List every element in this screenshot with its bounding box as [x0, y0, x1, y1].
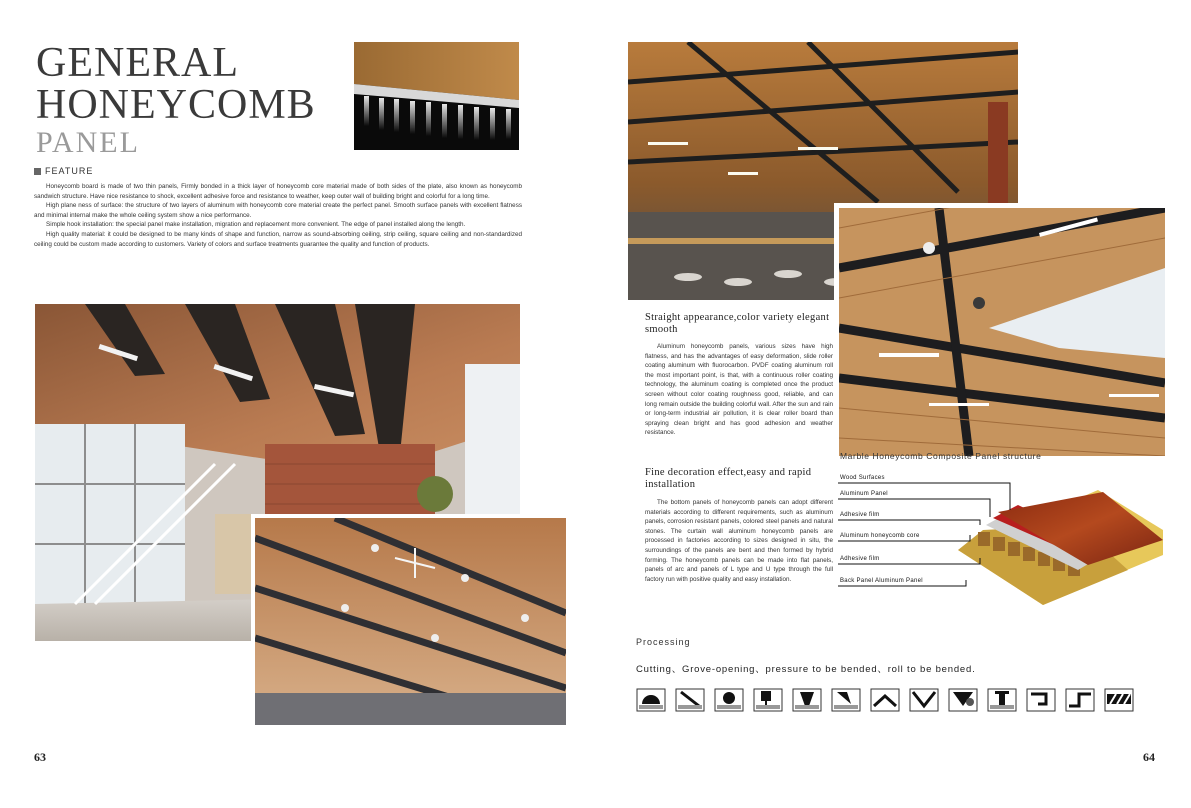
v-fold-icon	[909, 688, 939, 712]
saw-cut-icon	[675, 688, 705, 712]
wood-ceiling-closeup-photo	[834, 203, 1165, 456]
structure-title: Marble Honeycomb Composite Panel structure	[840, 451, 1042, 461]
section1-body	[645, 342, 833, 438]
layer-label: Adhesive film	[840, 556, 880, 562]
layer-label: Back Panel Aluminum Panel	[840, 578, 923, 584]
angle-press-icon	[870, 688, 900, 712]
router-icon	[753, 688, 783, 712]
processing-steps-text: Cutting、Grove-opening、pressure to be bended、roll to be bended.	[636, 664, 976, 675]
section2-title: Fine decoration effect,easy and rapid installation	[645, 467, 812, 490]
title-line-1: GENERAL	[36, 40, 239, 86]
roller-icon	[987, 688, 1017, 712]
processing-heading: Processing	[636, 637, 691, 647]
hall-ceiling-photo	[251, 514, 566, 725]
section1-paragraph: Aluminum honeycomb panels, various sizes have high flatness, and has the advantages of easy deformation, slide roller coating aluminum with fluorocarbon. PVDF coating aluminum roll the most important point, is that, with a continuous roller coating technology, the aluminum coating is completed once the product screen without color coating roughness good, reliable, and can long remain outside the building colorful wall. After the sun and rain or long-term industrial air pollution, it is clear roller board than spraying clean bright and has good adhesion and weather resistance.	[645, 343, 833, 437]
title-line-2: HONEYCOMB	[36, 82, 316, 128]
section1-title: Straight appearance,color variety elegant smooth	[645, 312, 830, 335]
hook-bend-icon	[1026, 688, 1056, 712]
section2-body	[645, 498, 833, 584]
panel-structure-diagram	[838, 470, 1163, 615]
honeycomb-panel-photo	[354, 42, 519, 150]
page-number-left: 63	[34, 750, 46, 764]
section2-paragraph: The bottom panels of honeycomb panels can adopt different materials according to different requirements, such as aluminum panels, corrosion resistant panels, colored steel panels and natural stones. The curtain wall aluminum honeycomb panels are processed in factories according to sizes designed in situ, the surroundings of the panels are bent and then formed by hybrid forming. The honeycomb panels can be made into flat panels, panels of arc and panels of L type and U type through the full factory run with positive quality and easy installation.	[645, 499, 833, 583]
stripe-icon	[1104, 688, 1134, 712]
feature-heading-text: FEATURE	[45, 166, 94, 176]
feature-heading	[34, 166, 93, 176]
layer-label: Adhesive film	[840, 512, 880, 518]
groove-cut-icon	[792, 688, 822, 712]
feature-paragraph: Honeycomb board is made of two thin panels, Firmly bonded in a thick layer of honeycomb core material made of both sides of the plate, also known as honeycomb sandwich structure. Have nice resistance to shock, excellent adhesive force and resistance to weather, keep outer wall of building bright and colorful for a long time.	[34, 183, 522, 200]
layer-label: Wood Surfaces	[840, 475, 885, 481]
blade-icon	[831, 688, 861, 712]
feature-paragraph: High quality material: it could be designed to be many kinds of shape and function, narrow as sound-absorbing ceiling, strip ceiling, square ceiling and non-standardized ceiling could be custom made according to customers. Variety of colors and surface treatments guarantee the quality and function of products.	[34, 230, 522, 248]
feature-paragraph: Simple hook installation: the special panel make installation, migration and replacement more convenient. The edge of panel installed along the length.	[46, 221, 466, 229]
feature-paragraph: High plane ness of surface: the structure of two layers of aluminum with honeycomb core material create the perfect panel. Smooth surface panels with excellent flatness and minimal internal make the whole ceiling system show a nice performance.	[34, 202, 522, 219]
edge-step-icon	[1065, 688, 1095, 712]
title-line-3: PANEL	[36, 126, 140, 159]
press-dome-icon	[636, 688, 666, 712]
layer-label: Aluminum honeycomb core	[840, 533, 920, 539]
feature-body	[34, 182, 522, 249]
processing-icons-row	[636, 688, 1134, 712]
layer-label: Aluminum Panel	[840, 491, 888, 497]
page-number-right: 64	[1143, 750, 1155, 764]
page-title	[36, 42, 316, 160]
v-notch-icon	[948, 688, 978, 712]
bullet-square-icon	[34, 168, 41, 175]
ball-press-icon	[714, 688, 744, 712]
